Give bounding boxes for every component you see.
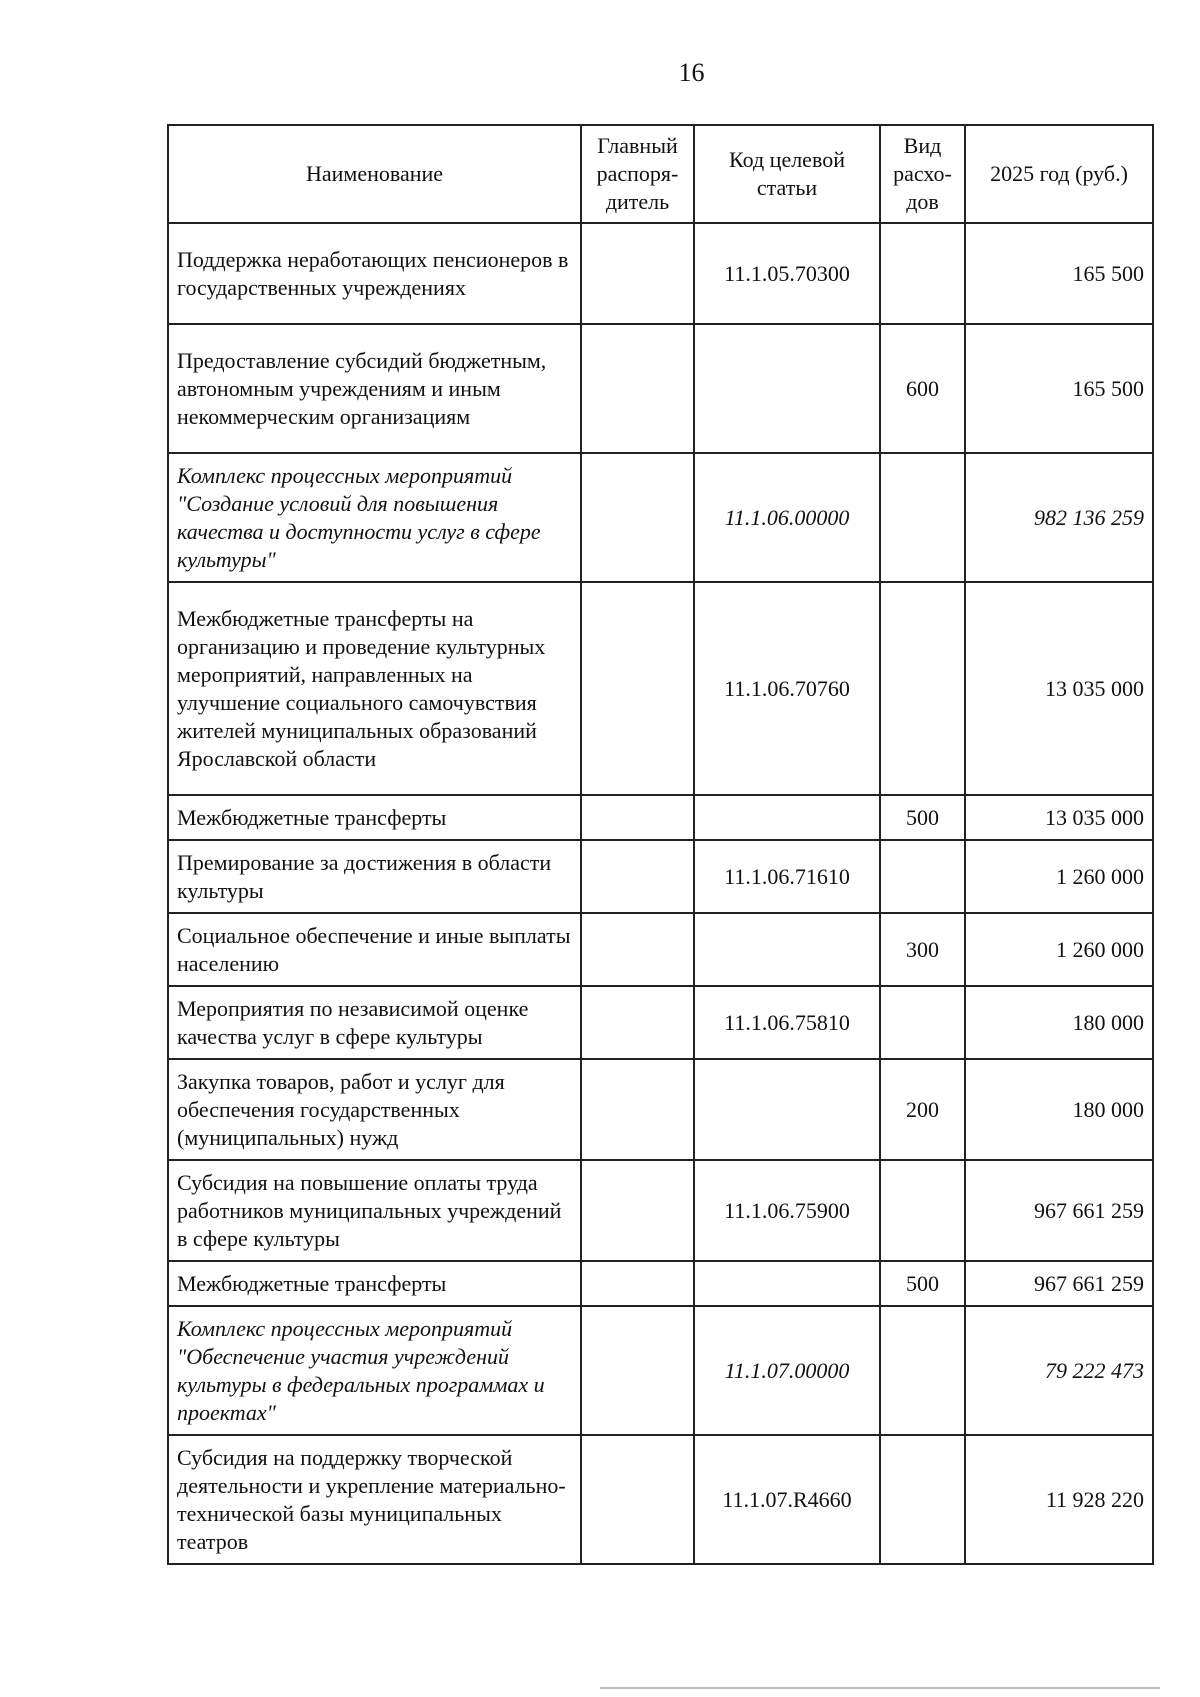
row-main-manager-cell (581, 582, 694, 795)
row-main-manager-cell (581, 453, 694, 582)
table-row (168, 223, 1153, 324)
row-main-manager-cell (581, 223, 694, 324)
row-expense-kind-cell (880, 986, 965, 1059)
table-row (168, 1306, 1153, 1435)
row-target-code-cell: 11.1.07.00000 (694, 1306, 880, 1435)
table-row (168, 795, 1153, 840)
row-target-code-cell (694, 324, 880, 453)
row-name-cell: Предоставление субсидий бюджетным, автономным учреждениям и иным некоммерческим организациям (168, 324, 581, 453)
row-name-cell: Субсидия на поддержку творческой деятельности и укрепление материально-технической базы муниципальных театров (168, 1435, 581, 1564)
table-row (168, 324, 1153, 453)
row-main-manager-cell (581, 1261, 694, 1306)
row-expense-kind-cell: 300 (880, 913, 965, 986)
row-name-cell: Субсидия на повышение оплаты труда работников муниципальных учреждений в сфере культуры (168, 1160, 581, 1261)
row-amount-cell: 982 136 259 (965, 453, 1153, 582)
row-target-code-cell: 11.1.06.71610 (694, 840, 880, 913)
row-main-manager-cell (581, 1306, 694, 1435)
row-expense-kind-cell: 500 (880, 1261, 965, 1306)
row-amount-cell: 11 928 220 (965, 1435, 1153, 1564)
row-main-manager-cell (581, 1160, 694, 1261)
row-amount-cell: 967 661 259 (965, 1261, 1153, 1306)
row-main-manager-cell (581, 1435, 694, 1564)
row-expense-kind-cell: 500 (880, 795, 965, 840)
row-expense-kind-cell (880, 1160, 965, 1261)
header-expense-kind: Вид расхо-дов (880, 125, 965, 223)
table-header-row (168, 125, 1153, 223)
table-row (168, 1059, 1153, 1160)
page-bottom-divider (600, 1687, 1160, 1689)
row-main-manager-cell (581, 324, 694, 453)
row-main-manager-cell (581, 840, 694, 913)
row-main-manager-cell (581, 913, 694, 986)
row-name-cell: Поддержка неработающих пенсионеров в государственных учреждениях (168, 223, 581, 324)
table-row (168, 986, 1153, 1059)
row-target-code-cell: 11.1.07.R4660 (694, 1435, 880, 1564)
row-expense-kind-cell (880, 223, 965, 324)
row-target-code-cell: 11.1.06.75810 (694, 986, 880, 1059)
page-number: 16 (678, 58, 705, 87)
row-expense-kind-cell: 200 (880, 1059, 965, 1160)
row-amount-cell: 165 500 (965, 223, 1153, 324)
table-row (168, 913, 1153, 986)
row-main-manager-cell (581, 986, 694, 1059)
table-row (168, 1261, 1153, 1306)
header-name: Наименование (168, 125, 581, 223)
row-expense-kind-cell (880, 453, 965, 582)
table-row (168, 582, 1153, 795)
table-body (168, 223, 1153, 1564)
row-target-code-cell (694, 913, 880, 986)
row-main-manager-cell (581, 795, 694, 840)
table-row (168, 453, 1153, 582)
row-name-cell: Межбюджетные трансферты (168, 1261, 581, 1306)
row-amount-cell: 180 000 (965, 986, 1153, 1059)
row-main-manager-cell (581, 1059, 694, 1160)
row-name-cell: Мероприятия по независимой оценке качества услуг в сфере культуры (168, 986, 581, 1059)
row-amount-cell: 967 661 259 (965, 1160, 1153, 1261)
row-name-cell: Комплекс процессных мероприятий "Создание условий для повышения качества и доступности услуг в сфере культуры" (168, 453, 581, 582)
row-expense-kind-cell (880, 1435, 965, 1564)
row-name-cell: Межбюджетные трансферты (168, 795, 581, 840)
row-expense-kind-cell: 600 (880, 324, 965, 453)
row-name-cell: Закупка товаров, работ и услуг для обеспечения государственных (муниципальных) нужд (168, 1059, 581, 1160)
row-target-code-cell: 11.1.05.70300 (694, 223, 880, 324)
row-amount-cell: 1 260 000 (965, 913, 1153, 986)
row-amount-cell: 180 000 (965, 1059, 1153, 1160)
row-expense-kind-cell (880, 582, 965, 795)
table-row (168, 1435, 1153, 1564)
header-amount-2025: 2025 год (руб.) (965, 125, 1153, 223)
budget-table (167, 124, 1154, 1565)
row-amount-cell: 13 035 000 (965, 795, 1153, 840)
row-target-code-cell: 11.1.06.75900 (694, 1160, 880, 1261)
table-row (168, 1160, 1153, 1261)
row-target-code-cell (694, 1261, 880, 1306)
header-main-manager: Главный распоря-дитель (581, 125, 694, 223)
row-target-code-cell (694, 1059, 880, 1160)
row-name-cell: Премирование за достижения в области культуры (168, 840, 581, 913)
row-target-code-cell: 11.1.06.00000 (694, 453, 880, 582)
row-name-cell: Социальное обеспечение и иные выплаты населению (168, 913, 581, 986)
row-amount-cell: 13 035 000 (965, 582, 1153, 795)
table-row (168, 840, 1153, 913)
row-expense-kind-cell (880, 840, 965, 913)
row-amount-cell: 1 260 000 (965, 840, 1153, 913)
row-amount-cell: 165 500 (965, 324, 1153, 453)
row-name-cell: Комплекс процессных мероприятий "Обеспечение участия учреждений культуры в федеральных программах и проектах" (168, 1306, 581, 1435)
row-expense-kind-cell (880, 1306, 965, 1435)
header-target-code: Код целевой статьи (694, 125, 880, 223)
row-name-cell: Межбюджетные трансферты на организацию и проведение культурных мероприятий, направленных на улучшение социального самочувствия жителей муниципальных образований Ярославской области (168, 582, 581, 795)
row-target-code-cell (694, 795, 880, 840)
row-target-code-cell: 11.1.06.70760 (694, 582, 880, 795)
row-amount-cell: 79 222 473 (965, 1306, 1153, 1435)
